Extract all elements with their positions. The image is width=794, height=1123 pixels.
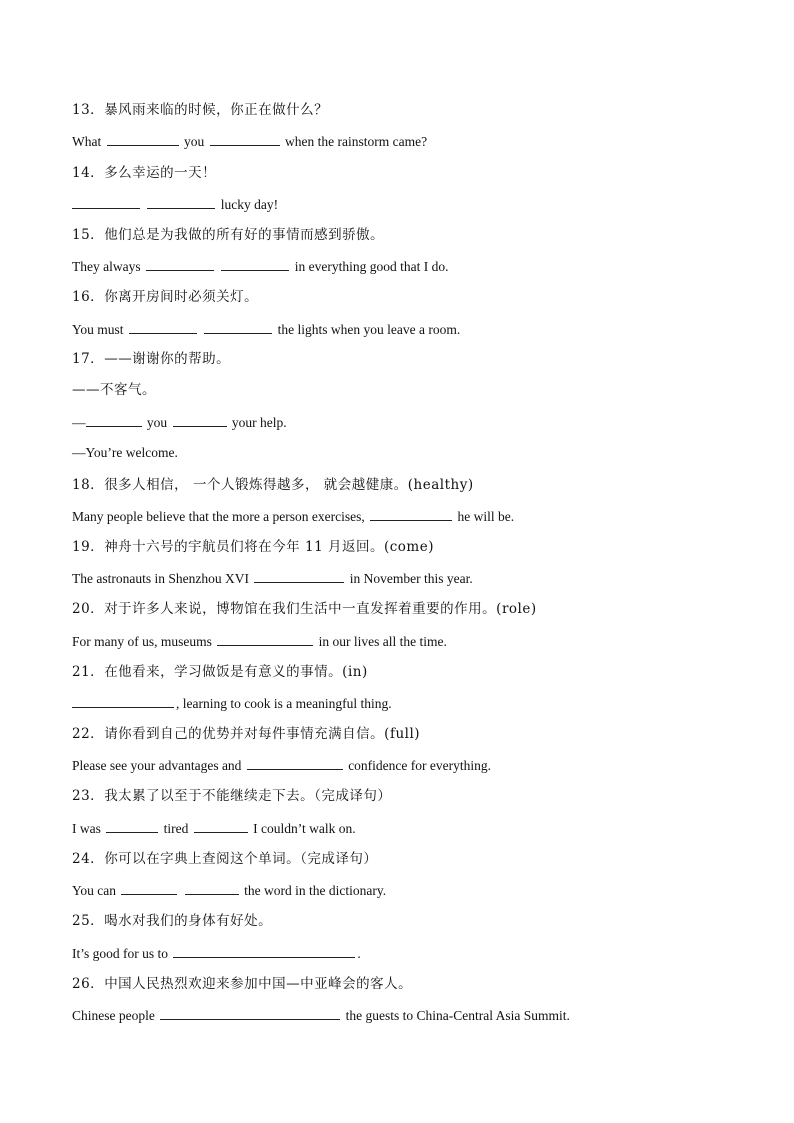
sentence-text: It’s good for us to <box>72 946 168 961</box>
question-13-chinese <box>72 101 734 119</box>
question-21-english <box>72 694 734 713</box>
question-19-english <box>72 569 734 588</box>
sentence-text: What <box>72 134 102 149</box>
chinese-prompt: 多么幸运的一天！ <box>104 165 217 181</box>
chinese-prompt: 喝水对我们的身体有好处。 <box>104 913 273 929</box>
answer-blank[interactable] <box>146 257 214 271</box>
chinese-prompt: 你离开房间时必须关灯。 <box>104 289 259 305</box>
sentence-text: , learning to cook is a meaningful thing. <box>176 696 392 711</box>
sentence-text: in November this year. <box>349 571 473 586</box>
sentence-text: the word in the dictionary. <box>244 883 387 898</box>
chinese-prompt: 对于许多人来说，博物馆在我们生活中一直发挥着重要的作用。(role) <box>104 601 537 617</box>
question-number: 16． <box>72 289 105 305</box>
answer-blank[interactable] <box>247 756 343 770</box>
chinese-prompt: 神舟十六号的宇航员们将在今年 11 月返回。(come) <box>104 539 434 555</box>
sentence-text: you <box>146 415 168 430</box>
question-15-chinese <box>72 226 734 244</box>
answer-blank[interactable] <box>72 195 140 209</box>
sentence-text: I couldn’t walk on. <box>253 821 356 836</box>
question-number: 18． <box>72 477 105 493</box>
question-18-chinese <box>72 476 734 494</box>
question-20-english <box>72 632 734 651</box>
question-number: 20． <box>72 601 105 617</box>
sentence-text: —You’re welcome. <box>72 445 178 460</box>
answer-blank[interactable] <box>173 413 227 427</box>
question-number: 13． <box>72 102 105 118</box>
question-number: 17． <box>72 351 105 367</box>
sentence-text: the guests to China-Central Asia Summit. <box>345 1008 570 1023</box>
sentence-text: The astronauts in Shenzhou XVI <box>72 571 249 586</box>
sentence-text: in everything good that I do. <box>294 259 449 274</box>
question-18-english <box>72 507 734 526</box>
sentence-text: Chinese people <box>72 1008 155 1023</box>
answer-blank[interactable] <box>173 944 355 958</box>
chinese-prompt: ——谢谢你的帮助。 <box>104 351 231 367</box>
question-16-english <box>72 320 734 339</box>
question-22-english <box>72 756 734 775</box>
answer-blank[interactable] <box>370 507 452 521</box>
answer-blank[interactable] <box>121 881 177 895</box>
sentence-text: For many of us, museums <box>72 634 212 649</box>
question-17-english-reply <box>72 444 734 462</box>
answer-blank[interactable] <box>221 257 289 271</box>
question-number: 22． <box>72 726 105 742</box>
sentence-text: . <box>357 946 361 961</box>
question-number: 23． <box>72 788 105 804</box>
answer-blank[interactable] <box>106 819 158 833</box>
answer-blank[interactable] <box>194 819 248 833</box>
sentence-text: They always <box>72 259 141 274</box>
chinese-prompt: 你可以在字典上查阅这个单词。（完成译句） <box>104 851 378 867</box>
sentence-text: the lights when you leave a room. <box>277 322 461 337</box>
question-19-chinese <box>72 538 734 556</box>
question-21-chinese <box>72 663 734 681</box>
question-14-english <box>72 195 734 214</box>
answer-blank[interactable] <box>210 132 280 146</box>
answer-blank[interactable] <box>129 320 197 334</box>
sentence-text: tired <box>163 821 189 836</box>
sentence-text: confidence for everything. <box>348 758 491 773</box>
question-17-english <box>72 413 734 432</box>
chinese-prompt: ——不客气。 <box>72 382 156 398</box>
question-23-chinese <box>72 787 734 805</box>
sentence-text: I was <box>72 821 101 836</box>
question-13-english <box>72 132 734 151</box>
answer-blank[interactable] <box>204 320 272 334</box>
sentence-text: your help. <box>231 415 287 430</box>
question-24-chinese <box>72 850 734 868</box>
sentence-text: when the rainstorm came? <box>285 134 428 149</box>
question-number: 15． <box>72 227 105 243</box>
answer-blank[interactable] <box>185 881 239 895</box>
chinese-prompt: 他们总是为我做的所有好的事情而感到骄傲。 <box>104 227 385 243</box>
chinese-prompt: 我太累了以至于不能继续走下去。（完成译句） <box>104 788 392 804</box>
chinese-prompt: 很多人相信， 一个人锻炼得越多， 就会越健康。(healthy) <box>104 477 474 493</box>
chinese-prompt: 在他看来，学习做饭是有意义的事情。(in) <box>104 664 368 680</box>
sentence-text: You must <box>72 322 124 337</box>
question-25-english <box>72 944 734 963</box>
chinese-prompt: 中国人民热烈欢迎来参加中国—中亚峰会的客人。 <box>104 976 413 992</box>
question-number: 26． <box>72 976 105 992</box>
answer-blank[interactable] <box>72 694 174 708</box>
sentence-text: you <box>184 134 205 149</box>
question-17-chinese <box>72 350 734 368</box>
question-number: 21． <box>72 664 105 680</box>
question-17-chinese-reply <box>72 381 734 399</box>
question-16-chinese <box>72 288 734 306</box>
sentence-text: in our lives all the time. <box>318 634 447 649</box>
question-26-english <box>72 1006 734 1025</box>
question-23-english <box>72 819 734 838</box>
sentence-text: You can <box>72 883 117 898</box>
sentence-text: Many people believe that the more a person exercises, <box>72 509 365 524</box>
question-22-chinese <box>72 725 734 743</box>
answer-blank[interactable] <box>217 632 313 646</box>
question-14-chinese <box>72 164 734 182</box>
question-number: 24． <box>72 851 105 867</box>
question-24-english <box>72 881 734 900</box>
chinese-prompt: 请你看到自己的优势并对每件事情充满自信。(full) <box>104 726 421 742</box>
sentence-text: Please see your advantages and <box>72 758 242 773</box>
question-number: 19． <box>72 539 105 555</box>
answer-blank[interactable] <box>254 569 344 583</box>
sentence-text: he will be. <box>457 509 515 524</box>
question-number: 14． <box>72 165 105 181</box>
answer-blank[interactable] <box>107 132 179 146</box>
question-number: 25． <box>72 913 105 929</box>
question-15-english <box>72 257 734 276</box>
answer-blank[interactable] <box>160 1006 340 1020</box>
answer-blank[interactable] <box>86 413 142 427</box>
chinese-prompt: 暴风雨来临的时候，你正在做什么？ <box>104 102 329 118</box>
question-25-chinese <box>72 912 734 930</box>
question-26-chinese <box>72 975 734 993</box>
question-20-chinese <box>72 600 734 618</box>
answer-blank[interactable] <box>147 195 215 209</box>
sentence-text: — <box>72 415 86 430</box>
sentence-text: lucky day! <box>220 197 279 212</box>
